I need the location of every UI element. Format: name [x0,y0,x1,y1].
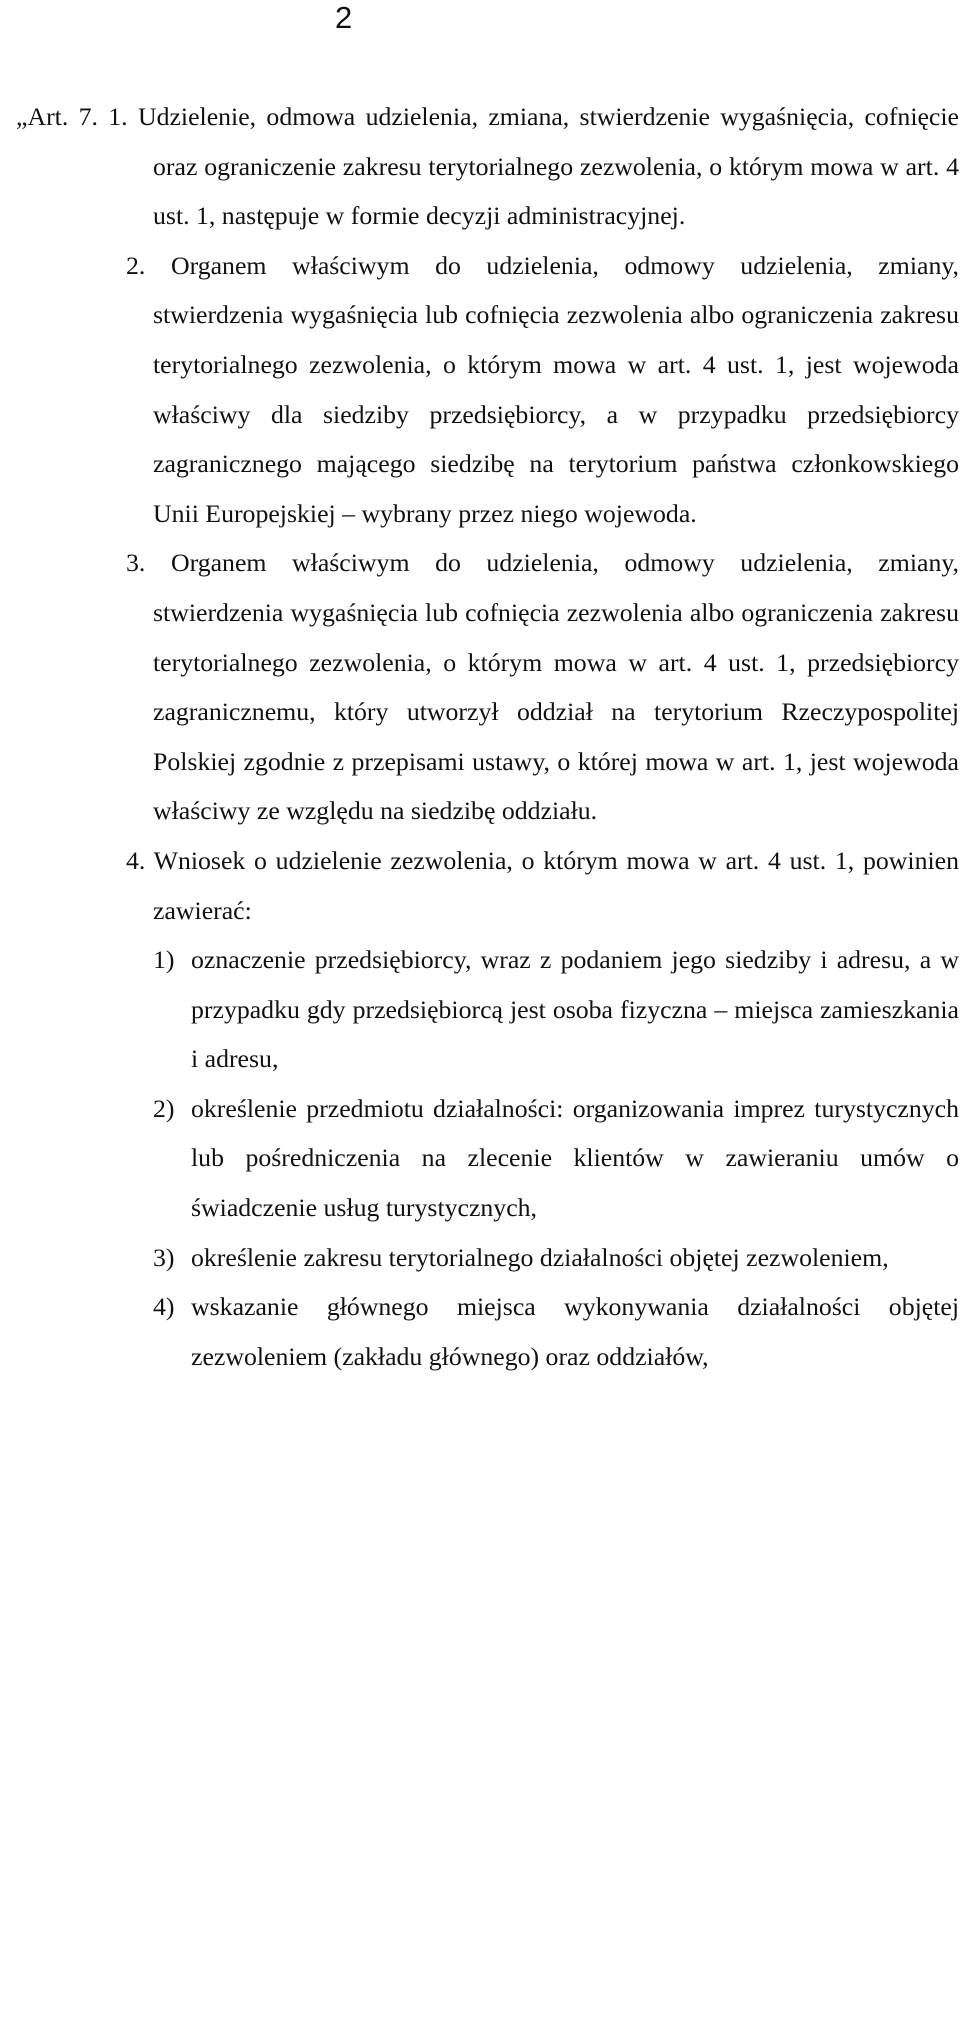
item-text: wskazanie głównego miejsca wykonywania działalności objętej zezwoleniem (zakładu głównego) oraz oddziałów, [191,1292,959,1371]
paragraph-text: Wniosek o udzielenie zezwolenia, o którym mowa w art. 4 ust. 1, powinien zawierać: [153,845,959,925]
paragraph-text: Udzielenie, odmowa udzielenia, zmiana, stwierdzenie wygaśnięcia, cofnięcie oraz ograniczenie zakresu terytorialnego zezwolenia, o którym mowa w art. 4 ust. 1, następuje w formie decyzji administracyjnej. [137,102,959,231]
paragraph-number: 4. [126,845,146,875]
paragraph-number: 1. [108,102,128,131]
item-number: 3) [153,1242,175,1272]
paragraph-text: Organem właściwym do udzielenia, odmowy udzielenia, zmiany, stwierdzenia wygaśnięcia lub cofnięcia zezwolenia albo ograniczenia zakresu terytorialnego zezwolenia, o którym mowa w art. 4 ust. 1, jest wojewoda właściwy dla siedziby przedsiębiorcy, a w przypadku przedsiębiorcy zagranicznego mającego siedzibę na terytorium państwa członkowskiego Unii Europejskiej – wybrany przez niego wojewoda. [153,250,960,528]
item-text: oznaczenie przedsiębiorcy, wraz z podaniem jego siedziby i adresu, a w przypadku gdy przedsiębiorcą jest osoba fizyczna – miejsca zamieszkania i adresu, [191,945,959,1074]
paragraph-3 [16,538,959,836]
item-number: 1) [153,945,175,975]
requirements-list [16,935,959,1381]
item-text: określenie zakresu terytorialnego działalności objętej zezwoleniem, [191,1242,889,1272]
paragraph-number: 2. [126,250,146,280]
list-item [16,1233,959,1283]
list-item [16,1084,959,1233]
paragraph-text: Organem właściwym do udzielenia, odmowy udzielenia, zmiany, stwierdzenia wygaśnięcia lub cofnięcia zezwolenia albo ograniczenia zakresu terytorialnego zezwolenia, o którym mowa w art. 4 ust. 1, przedsiębiorcy zagranicznemu, który utworzył oddział na terytorium Rzeczypospolitej Polskiej zgodnie z przepisami ustawy, o której mowa w art. 1, jest wojewoda właściwy ze względu na siedzibę oddziału. [153,548,960,826]
list-item [16,935,959,1084]
list-item [16,1282,959,1381]
article-heading: „Art. 7. [16,102,98,131]
page-number: 2 [335,0,353,35]
document-body [16,92,959,1381]
paragraph-2 [16,241,959,539]
item-number: 2) [153,1093,175,1123]
paragraph-1 [16,92,959,241]
item-number: 4) [153,1292,175,1322]
paragraph-number: 3. [126,548,146,578]
paragraph-4 [16,836,959,935]
item-text: określenie przedmiotu działalności: organizowania imprez turystycznych lub pośredniczenia na zlecenie klientów w zawieraniu umów o świadczenie usług turystycznych, [191,1093,959,1223]
